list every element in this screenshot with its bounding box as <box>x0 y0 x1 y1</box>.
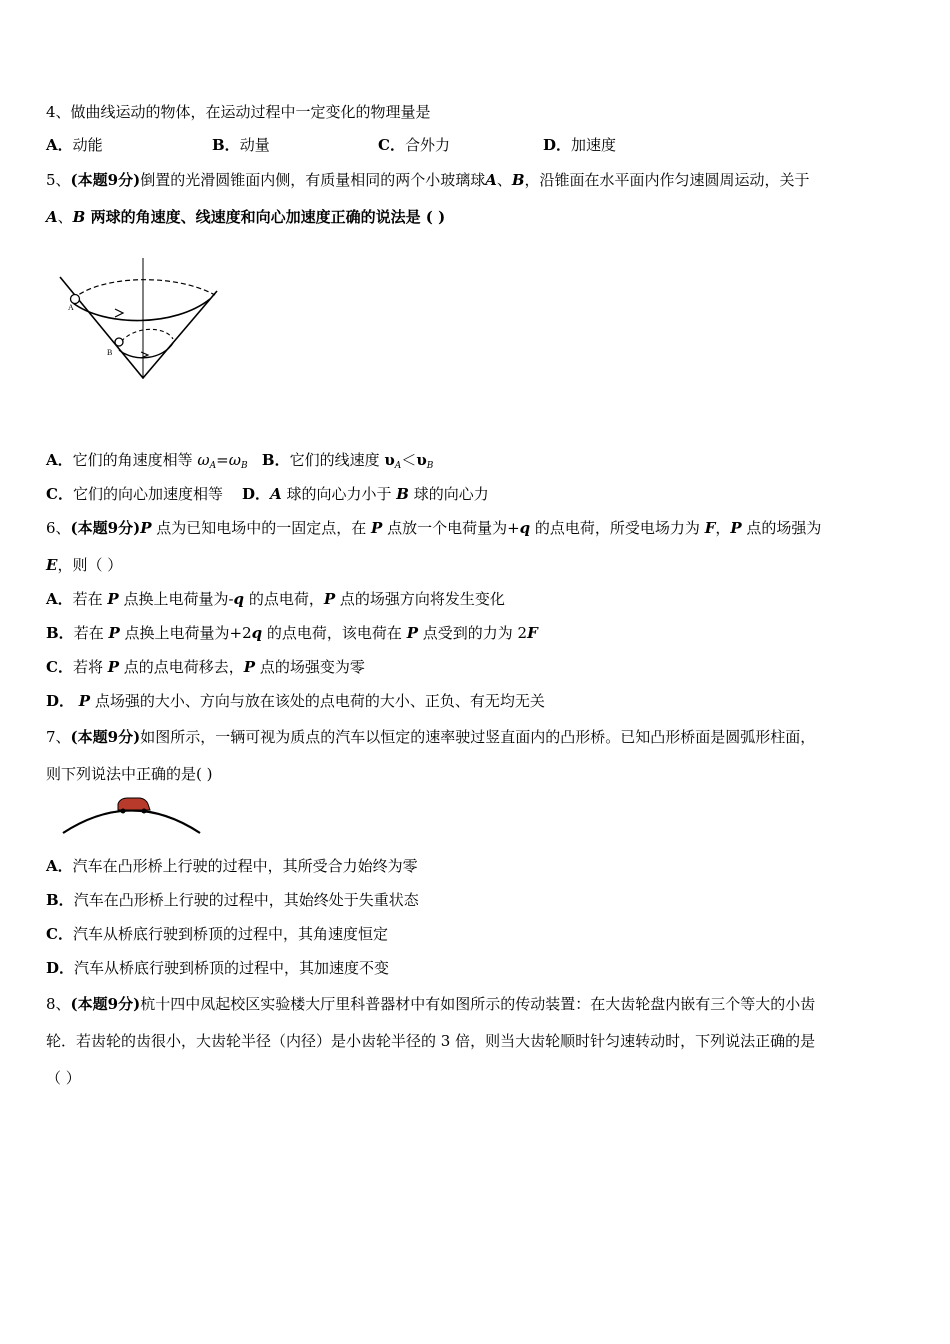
q6-option-d: D． P 点场强的大小、方向与放在该处的点电荷的大小、正负、有无均无关 <box>46 692 545 710</box>
q6-option-a: A．若在 P 点换上电荷量为-q 的点电荷，P 点的场强方向将发生变化 <box>46 590 505 608</box>
ball-b-label: B <box>107 348 113 357</box>
q8-stem-line1: 8、(本题9分)杭十四中凤起校区实验楼大厅里科普器材中有如图所示的传动装置：在大齿轮盘内嵌有三个等大的小齿 <box>46 995 816 1013</box>
q8-stem-line2: 轮．若齿轮的齿很小，大齿轮半径（内径）是小齿轮半径的 3 倍，则当大齿轮顺时针匀速转动时，下列说法正确的是 <box>46 1032 816 1050</box>
q4-stem: 4、做曲线运动的物体，在运动过程中一定变化的物理量是 <box>46 103 431 121</box>
q5-option-a-b: A．它们的角速度相等 $\omega_A=\omega_B$ B．它们的线速度 $\upsilon_A<\upsilon_B$ <box>46 451 434 471</box>
q5-option-c-d: C．它们的向心加速度相等 D．A 球的向心力小于 B 球的向心力 <box>46 485 489 503</box>
bridge-figure <box>60 790 205 838</box>
q4-option-b: B．动量 <box>212 136 270 154</box>
q6-option-b: B．若在 P 点换上电荷量为+2q 的点电荷，该电荷在 P 点受到的力为 2F <box>46 624 538 642</box>
q7-option-c: C．汽车从桥底行驶到桥顶的过程中，其角速度恒定 <box>46 925 388 943</box>
q6-stem-line2: E，则（ ） <box>46 556 123 574</box>
q7-option-d: D．汽车从桥底行驶到桥顶的过程中，其加速度不变 <box>46 959 390 977</box>
q7-stem-line2: 则下列说法中正确的是( ) <box>46 765 213 783</box>
q7-option-a: A．汽车在凸形桥上行驶的过程中，其所受合力始终为零 <box>46 857 418 875</box>
q6-stem-line1: 6、(本题9分)P 点为已知电场中的一固定点，在 P 点放一个电荷量为+q 的点电荷，所受电场力为 F，P 点的场强为 <box>46 519 822 537</box>
q7-option-b: B．汽车在凸形桥上行驶的过程中，其始终处于失重状态 <box>46 891 419 909</box>
ball-a-label: A <box>68 303 74 312</box>
cone-figure <box>55 255 225 385</box>
q6-option-c: C．若将 P 点的点电荷移去，P 点的场强变为零 <box>46 658 365 676</box>
q4-option-c: C．合外力 <box>378 136 450 154</box>
q8-stem-line3: （ ） <box>46 1069 81 1087</box>
q4-option-a: A．动能 <box>46 136 103 154</box>
q4-option-d: D．加速度 <box>543 136 617 154</box>
q5-stem-line1: 5、(本题9分)倒置的光滑圆锥面内侧，有质量相同的两个小玻璃球A、B，沿锥面在水平面内作匀速圆周运动，关于 <box>46 171 810 189</box>
q5-stem-line2: A、B 两球的角速度、线速度和向心加速度正确的说法是 ( ) <box>46 208 446 226</box>
q7-stem-line1: 7、(本题9分)如图所示，一辆可视为质点的汽车以恒定的速率驶过竖直面内的凸形桥。已知凸形桥面是圆弧形柱面， <box>46 728 816 746</box>
